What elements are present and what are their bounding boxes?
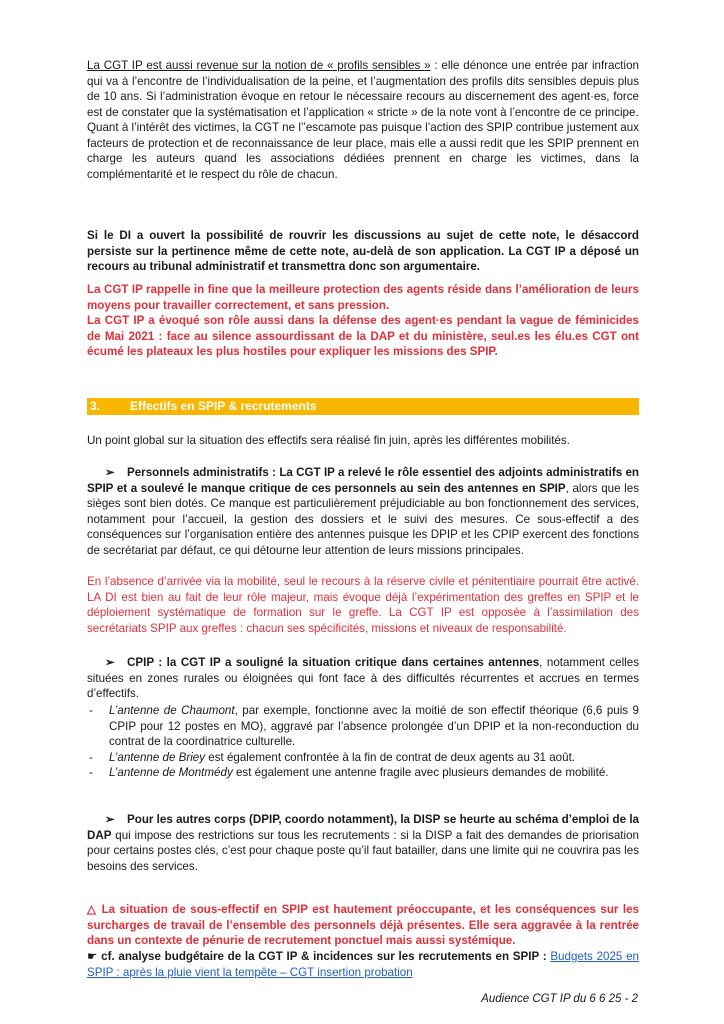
section-title: Effectifs en SPIP & recrutements [130,399,317,413]
list-item [87,703,639,750]
warning-triangle-icon: △ [87,903,98,916]
profils-sensibles-paragraph [87,58,639,120]
profils-sensibles-lead: La CGT IP est aussi revenue sur la notion de « profils sensibles » [87,59,431,72]
list-item [87,765,639,781]
admin-paragraph [87,465,639,558]
effectifs-intro: Un point global sur la situation des effectifs sera réalisé fin juin, après les différentes mobilités. [87,434,570,447]
arrow-bullet-icon: ➢ [105,813,115,826]
autres-bold: Pour les autres corps (DPIP, coordo notamment), la DISP se heurte au schéma d’emploi de la DAP [87,813,639,842]
dash-bullet: - [89,766,93,779]
profils-sensibles-text: : elle dénonce une entrée par infraction qui va à l’encontre de l’individualisation de la peine, et l’augmentation des profils dits sensibles depuis plus de 10 ans. Si l’administration évoque en retour le nécessaire recours au discernement des agent·es, force est de constater que la systématisation et l’application « stricte » de la note vont à l’encontre de ce principe. [87,59,639,119]
arrow-bullet-icon: ➢ [105,656,115,669]
arrow-bullet-icon: ➢ [105,466,115,479]
antenne-text: est également confrontée à la fin de contrat de deux agents au 31 août. [205,750,576,764]
reference-paragraph [87,949,639,980]
antenne-name: L’antenne de Chaumont [109,704,235,717]
section-number: 3. [90,399,101,413]
profils-sensibles-section [87,58,639,182]
warning-text: La situation de sous-effectif en SPIP est hautement préoccupante, et les conséquences sur les surcharges de travail de l’ensemble des personnels déjà présentes. Elle sera aggravée à la rentrée dans un contexte de pénurie de recrutement ponctuel mais aussi systémique. [87,903,639,947]
cpip-bold: CPIP : la CGT IP a souligné la situation critique dans certaines antennes [127,656,540,669]
budgets-article-link[interactable]: Budgets 2025 en SPIP : après la pluie vient la tempête – CGT insertion probation [87,950,639,979]
antenne-text: , par exemple, fonctionne avec la moitié de son effectif théorique (6,6 puis 9 CPIP pour 12 postes en MO), aggravé par l’absence prolongée d’un DPIP et la non-reconduction du contrat de la coordinatrice culturelle. [109,704,639,748]
feminicides-paragraph: La CGT IP a évoqué son rôle aussi dans la défense des agent·es pendant la vague de féminicides de Mai 2021 : face au silence assourdissant de la DAP et du ministère, seul.es les élu.es CGT ont écumé les plateaux les plus hostiles pour expliquer les missions des SPIP. [87,314,639,358]
pointing-hand-icon: ☛ [87,950,98,963]
cpip-text: , notamment celles situées en zones rurales ou éloignées qui font face à des difficultés récurrentes et accrues en termes d’effectifs. [87,656,639,700]
victimes-paragraph: Quant à l’intérêt des victimes, la CGT ne l’’escamote pas puisque l’action des SPIP contribue justement aux facteurs de protection et de reconnaissance de leur place, mais elle a aussi redit que les SPIP prennent en charge les auteurs quand les associations dédiées prennent en charge les victimes, dans la complémentarité et le respect du rôle de chacun. [87,121,639,181]
recours-paragraph: Si le DI a ouvert la possibilité de rouvrir les discussions au sujet de cette note, le désaccord persiste sur la pertinence même de cette note, au-delà de son application. La CGT IP a déposé un recours au tribunal administratif et transmettra donc son argumentaire. [87,229,639,273]
autres-corps-paragraph [87,812,639,874]
reference-bold: cf. analyse budgétaire de la CGT IP & incidences sur les recrutements en SPIP : [97,950,551,963]
cpip-paragraph [87,655,639,702]
admin-bold: Personnels administratifs : La CGT IP a relevé le rôle essentiel des adjoints administratifs en SPIP et a soulevé le manque critique de ces personnels au sein des antennes en SPIP [87,466,639,495]
antennes-list-container [87,703,639,781]
antenne-name: L’antenne de Montmédy [109,766,233,779]
admin-red-paragraph: En l’absence d’arrivée via la mobilité, seul le recours à la réserve civile et pénitentiaire pourrait être activé. LA DI est bien au fait de leur rôle majeur, mais évoque déjà l’expérimentation des greffes en SPIP et le déploiement systématique de formation sur le greffe. La CGT IP est opposée à l’assimilation des secrétariats SPIP aux greffes : chacun ses spécificités, missions et niveaux de responsabilité. [87,575,639,635]
dash-bullet: - [89,750,93,764]
section-header-effectifs [87,398,639,415]
antennes-list [87,703,639,781]
antenne-name: L’antenne de Briey [109,750,206,764]
page-footer: Audience CGT IP du 6 6 25 - 2 [481,993,638,1005]
admin-text: , alors que les sièges sont bien dotés. Ce manque est particulièrement préjudiciable au bon fonctionnement des services, notamment pour l’accueil, la gestion des dossiers et le suivi des mesures. Ce sous-effectif a des conséquences sur l’organisation entière des antennes puisque les DPIP et les CPIP exercent des fonctions de secrétariat par défaut, ce qui détourne leur attention de leurs missions principales. [87,481,639,557]
protection-paragraph: La CGT IP rappelle in fine que la meilleure protection des agents réside dans l’amélioration de leurs moyens pour travailler correctement, et sans pression. [87,283,639,312]
warning-paragraph [87,902,639,949]
antenne-text: est également une antenne fragile avec plusieurs demandes de mobilité. [232,766,609,779]
list-item [87,750,639,766]
autres-text: qui impose des restrictions sur tous les recrutements : si la DISP a fait des demandes de priorisation pour certains postes clés, c’est pour chaque poste qu’il faut batailler, dans une limite qui ne couvrira pas les besoins des services. [87,828,639,873]
dash-bullet: - [89,704,93,717]
